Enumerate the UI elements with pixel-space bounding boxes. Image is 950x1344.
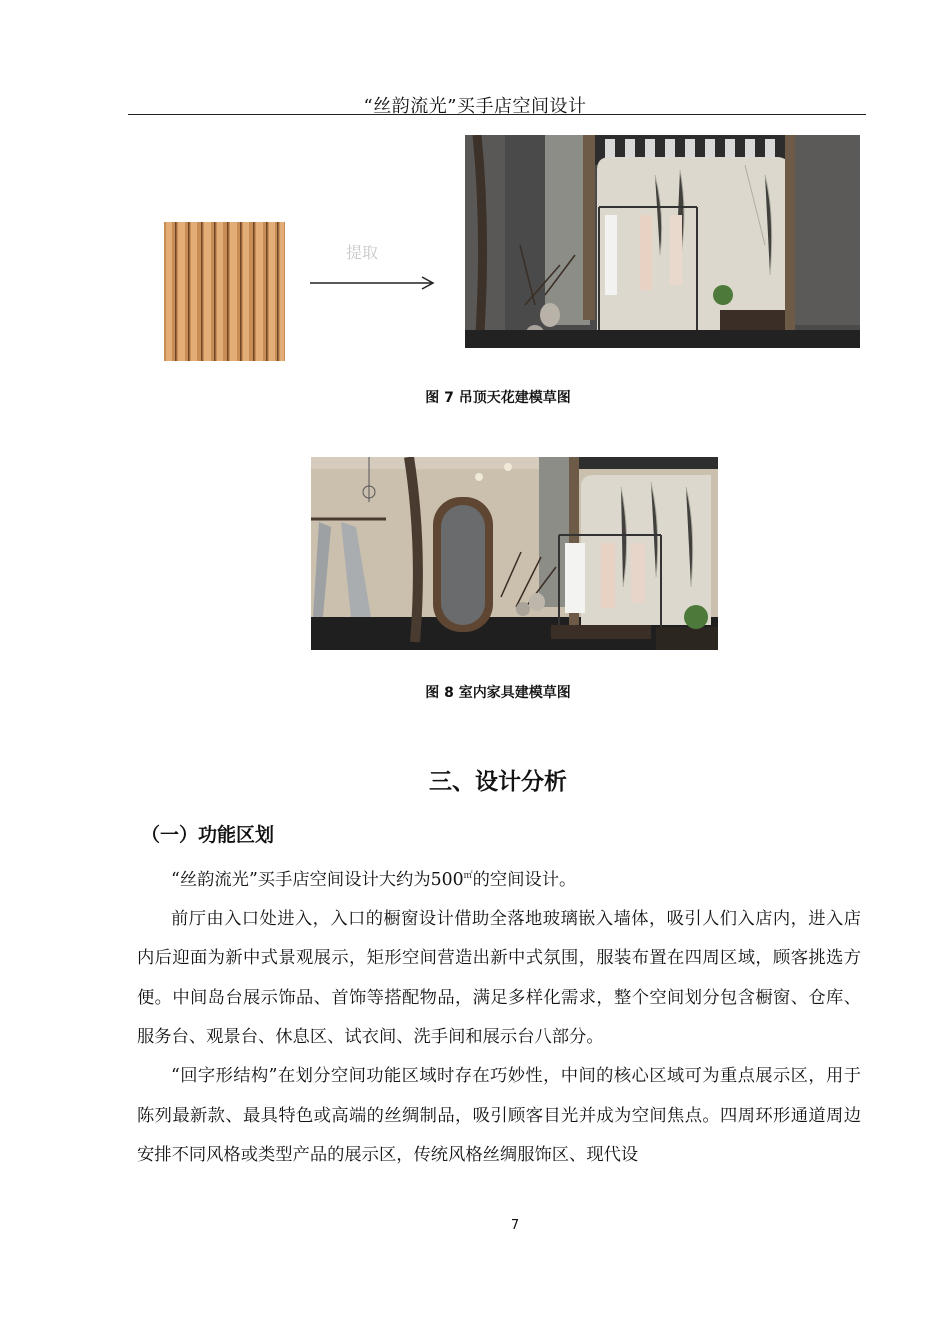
right-arrow-icon — [310, 275, 436, 291]
running-header: “丝韵流光”买手店空间设计 — [363, 96, 587, 117]
extract-label: 提取 — [346, 243, 379, 262]
figure-7-caption: 图 7 吊顶天花建模草图 — [425, 390, 571, 406]
wood-texture-image — [164, 222, 285, 361]
body-text — [137, 857, 861, 1175]
page-number: 7 — [510, 1218, 520, 1233]
paragraph-area: “丝韵流光”买手店空间设计大约为500㎡的空间设计。 — [171, 869, 577, 890]
paragraph-front-hall: 前厅由入口处进入，入口的橱窗设计借助全落地玻璃嵌入墙体，吸引人们入店内，进入店内后迎面为新中式景观展示，矩形空间营造出新中式氛围，服装布置在四周区域，顾客挑选方便。中间岛台展示饰品、首饰等搭配物品，满足多样化需求，整个空间划分包含橱窗、仓库、服务台、观景台、休息区、试衣间、洗手间和展示台八部分。 — [137, 909, 861, 1047]
subsection-title: （一）功能区划 — [141, 824, 275, 846]
paragraph-layout-structure: “回字形结构”在划分空间功能区域时存在巧妙性，中间的核心区域可为重点展示区，用于陈列最新款、最具特色或高端的丝绸制品，吸引顾客目光并成为空间焦点。四周环形通道周边安排不同风格或类型产品的展示区，传统风格丝绸服饰区、现代设 — [137, 1066, 861, 1165]
figure-8-caption: 图 8 室内家具建模草图 — [425, 685, 571, 701]
ceiling-render-image — [465, 135, 860, 348]
header-divider — [128, 114, 866, 115]
section-title: 三、设计分析 — [429, 769, 567, 795]
furniture-render-image — [311, 457, 718, 650]
